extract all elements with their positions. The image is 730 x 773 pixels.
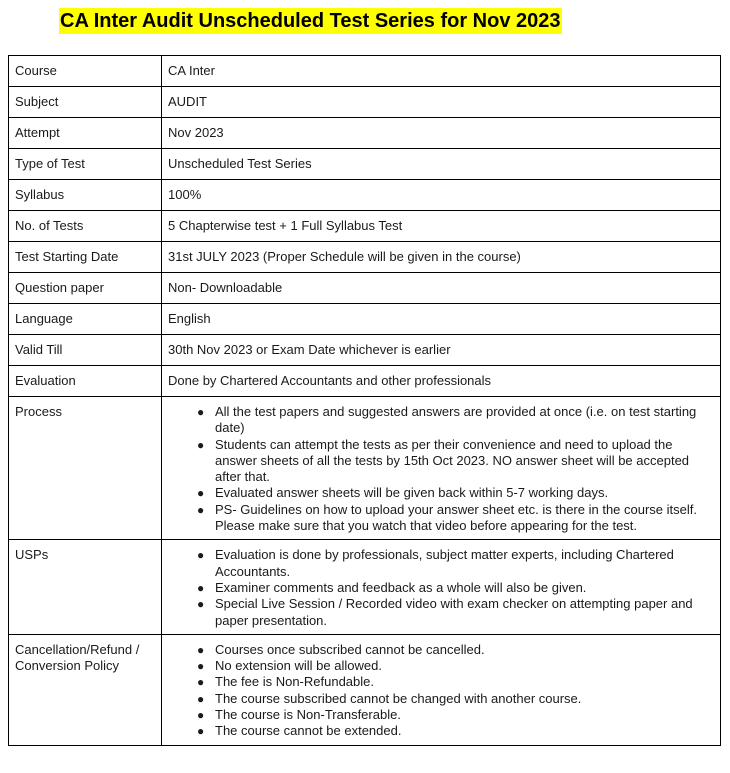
course-info-table (8, 55, 721, 746)
list-item: ● Courses once subscribed cannot be cancelled. (197, 641, 485, 657)
table-row (9, 211, 721, 242)
bullet-icon: ● (197, 548, 205, 563)
row-value: Nov 2023 (162, 118, 721, 149)
bullet-icon: ● (197, 502, 205, 517)
table-row-policy (9, 634, 721, 745)
row-value: 30th Nov 2023 or Exam Date whichever is earlier (162, 335, 721, 366)
row-label: Cancellation/Refund / Conversion Policy (9, 634, 162, 745)
table-row (9, 304, 721, 335)
row-value: English (162, 304, 721, 335)
table-row (9, 335, 721, 366)
list-item: ● The course is Non-Transferable. (197, 707, 401, 723)
process-list-cell (162, 397, 721, 540)
row-label: Language (9, 304, 162, 335)
row-label: Valid Till (9, 335, 162, 366)
table-row-process (9, 397, 721, 540)
table-row (9, 273, 721, 304)
table-row (9, 366, 721, 397)
bullet-icon: ● (197, 708, 205, 723)
row-label: Attempt (9, 118, 162, 149)
row-label: Subject (9, 87, 162, 118)
list-item: ● No extension will be allowed. (197, 658, 382, 674)
table-row (9, 56, 721, 87)
usps-list (168, 547, 714, 628)
bullet-icon: ● (197, 437, 205, 452)
row-label: Question paper (9, 273, 162, 304)
bullet-icon: ● (197, 642, 205, 657)
list-item: ● The course subscribed cannot be changed with another course. (197, 690, 582, 706)
list-item: ● The course cannot be extended. (197, 723, 402, 739)
bullet-icon: ● (197, 675, 205, 690)
bullet-icon: ● (197, 659, 205, 674)
bullet-icon: ● (197, 486, 205, 501)
table-row (9, 149, 721, 180)
table-row (9, 118, 721, 149)
process-list (168, 404, 714, 534)
list-item: ● Special Live Session / Recorded video with exam checker on attempting paper and paper presentation. (197, 596, 693, 628)
page-title: CA Inter Audit Unscheduled Test Series for Nov 2023 (60, 10, 561, 32)
row-label: Test Starting Date (9, 242, 162, 273)
table-row-usps (9, 540, 721, 634)
bullet-icon: ● (197, 597, 205, 612)
list-item: ● The fee is Non-Refundable. (197, 674, 374, 690)
usps-list-cell (162, 540, 721, 634)
row-value: Unscheduled Test Series (162, 149, 721, 180)
bullet-icon: ● (197, 405, 205, 419)
list-item: ● PS- Guidelines on how to upload your answer sheet etc. is there in the course itself. Please make sure that you watch that video before appearing for the test. (197, 501, 697, 534)
row-label: Evaluation (9, 366, 162, 397)
table-row (9, 242, 721, 273)
row-label: Process (9, 397, 162, 540)
row-value: Done by Chartered Accountants and other professionals (162, 366, 721, 397)
table-row (9, 180, 721, 211)
bullet-icon: ● (197, 724, 205, 739)
row-value: 100% (162, 180, 721, 211)
bullet-icon: ● (197, 580, 205, 595)
list-item: ● Students can attempt the tests as per their convenience and need to upload the answer sheets of all the tests by 15th Oct 2023. NO answer sheet will be accepted after that. (197, 436, 690, 485)
list-item: ● Examiner comments and feedback as a whole will also be given. (197, 579, 587, 595)
row-label: USPs (9, 540, 162, 634)
row-value: AUDIT (162, 87, 721, 118)
row-value: CA Inter (162, 56, 721, 87)
row-label: Course (9, 56, 162, 87)
row-label: No. of Tests (9, 211, 162, 242)
list-item: ● All the test papers and suggested answers are provided at once (i.e. on test starting date) (197, 404, 697, 436)
row-label: Type of Test (9, 149, 162, 180)
row-label: Syllabus (9, 180, 162, 211)
bullet-icon: ● (197, 691, 205, 706)
row-value: 31st JULY 2023 (Proper Schedule will be given in the course) (162, 242, 721, 273)
table-row (9, 87, 721, 118)
policy-list (168, 642, 714, 740)
list-item: ● Evaluation is done by professionals, subject matter experts, including Chartered Accountants. (197, 547, 674, 579)
row-value: Non- Downloadable (162, 273, 721, 304)
row-value: 5 Chapterwise test + 1 Full Syllabus Test (162, 211, 721, 242)
list-item: ● Evaluated answer sheets will be given back within 5-7 working days. (197, 485, 609, 501)
policy-list-cell (162, 634, 721, 745)
